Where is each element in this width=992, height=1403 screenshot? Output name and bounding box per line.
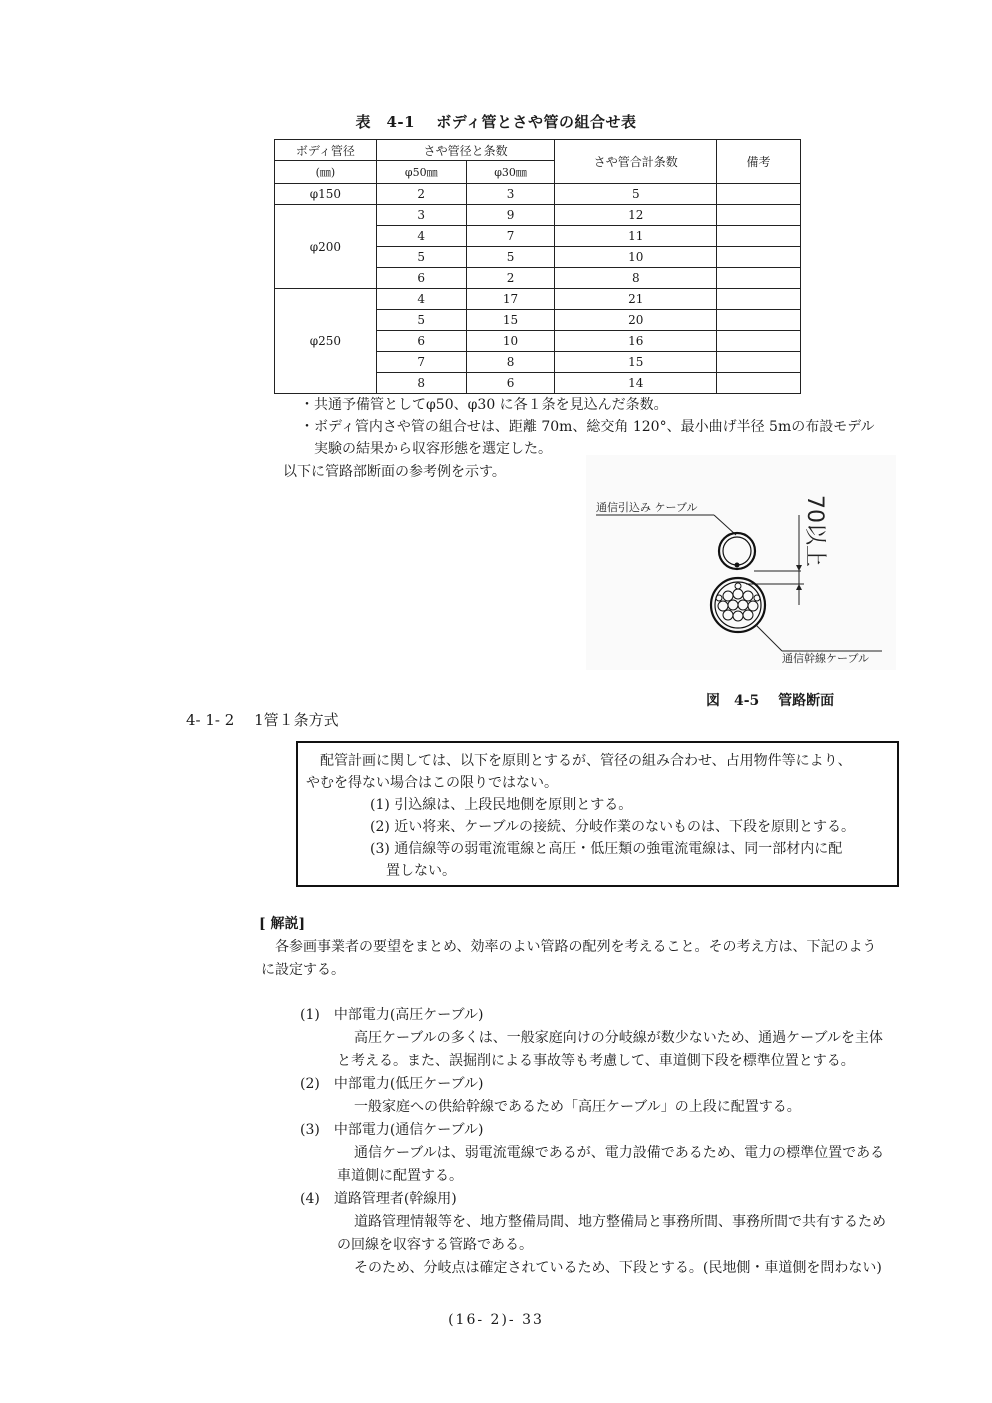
cell-remarks	[717, 331, 801, 352]
item-4-line-1: 道路管理情報等を、地方整備局間、地方整備局と事務所間、事務所間で共有するため	[354, 1214, 886, 1230]
note-combination: ・ボディ管内さや管の組合せは、距離 70m、総交角 120°、最小曲げ半径 5mの布設モデル	[300, 419, 875, 435]
cell-remarks	[717, 247, 801, 268]
cell-phi30: 8	[466, 352, 555, 373]
item-2-title: (2) 中部電力(低圧ケーブル)	[300, 1076, 484, 1092]
cell-total: 5	[555, 184, 717, 205]
header-body-diameter: ボディ管径	[275, 140, 377, 161]
commentary-para-line-2: に設定する。	[261, 962, 345, 978]
group-label: φ250	[275, 289, 377, 394]
cell-phi50: 4	[376, 226, 466, 247]
cell-remarks	[717, 352, 801, 373]
cell-phi30: 3	[466, 184, 555, 205]
group-label: φ200	[275, 205, 377, 289]
item-3-line-1: 通信ケーブルは、弱電流電線であるが、電力設備であるため、電力の標準位置である	[354, 1145, 885, 1161]
cell-phi50: 2	[376, 184, 466, 205]
pipe-section-figure	[586, 455, 896, 670]
item-1-line-1: 高圧ケーブルの多くは、一般家庭向けの分岐線が数少ないため、通過ケーブルを主体	[354, 1030, 883, 1046]
cell-total: 20	[555, 310, 717, 331]
table-row	[275, 184, 801, 205]
label-service-cable: 通信引込み ケーブル	[596, 501, 698, 514]
combination-table	[274, 139, 801, 394]
label-trunk-cable: 通信幹線ケーブル	[782, 652, 870, 665]
header-phi50: φ50㎜	[376, 161, 466, 184]
item-4-line-3: そのため、分岐点は確定されているため、下段とする。(民地側・車道側を問わない)	[354, 1260, 882, 1276]
cell-remarks	[717, 289, 801, 310]
cell-total: 21	[555, 289, 717, 310]
item-3-line-2: 車道側に配置する。	[337, 1168, 463, 1184]
cell-phi30: 7	[466, 226, 555, 247]
header-saya-group: さや管径と条数	[376, 140, 555, 161]
item-3-title: (3) 中部電力(通信ケーブル)	[300, 1122, 484, 1138]
cell-remarks	[717, 310, 801, 331]
note-spare-pipe: ・共通予備管としてφ50、φ30 に各１条を見込んだ条数。	[300, 397, 668, 413]
dimension-label: 70以上	[802, 495, 827, 567]
figure-caption: 図 4-5 管路断面	[706, 693, 835, 709]
item-2-line-1: 一般家庭への供給幹線であるため「高圧ケーブル」の上段に配置する。	[354, 1099, 801, 1115]
cell-total: 10	[555, 247, 717, 268]
cell-total: 15	[555, 352, 717, 373]
cell-phi50: 4	[376, 289, 466, 310]
commentary-heading: [ 解説]	[259, 916, 306, 932]
header-remarks: 備考	[717, 140, 801, 184]
item-1-title: (1) 中部電力(高圧ケーブル)	[300, 1007, 484, 1023]
cell-total: 16	[555, 331, 717, 352]
cell-total: 8	[555, 268, 717, 289]
cell-total: 14	[555, 373, 717, 394]
cell-phi30: 9	[466, 205, 555, 226]
cell-phi50: 6	[376, 331, 466, 352]
group-label: φ150	[275, 184, 377, 205]
cell-phi50: 7	[376, 352, 466, 373]
table-row	[275, 289, 801, 310]
cell-phi50: 5	[376, 310, 466, 331]
cell-phi50: 6	[376, 268, 466, 289]
page-number: (16- 2)- 33	[448, 1312, 544, 1328]
table-row	[275, 205, 801, 226]
item-4-title: (4) 道路管理者(幹線用)	[300, 1191, 457, 1207]
cell-total: 12	[555, 205, 717, 226]
cell-phi50: 5	[376, 247, 466, 268]
cell-remarks	[717, 226, 801, 247]
cell-total: 11	[555, 226, 717, 247]
commentary-para-line-1: 各参画事業者の要望をまとめ、効率のよい管路の配列を考えること。その考え方は、下記のよう	[275, 939, 877, 955]
cell-remarks	[717, 184, 801, 205]
header-body-unit: (㎜)	[275, 161, 377, 184]
cell-phi50: 3	[376, 205, 466, 226]
box-line-6: 置しない。	[386, 863, 456, 879]
item-1-line-2: と考える。また、誤掘削による事故等も考慮して、車道側下段を標準位置とする。	[337, 1053, 855, 1069]
header-total: さや管合計条数	[555, 140, 717, 184]
box-line-3: (1) 引込線は、上段民地側を原則とする。	[370, 797, 633, 813]
table-title: 表 4-1 ボディ管とさや管の組合せ表	[355, 113, 637, 131]
item-4-line-2: の回線を収容する管路である。	[337, 1237, 533, 1253]
cell-remarks	[717, 268, 801, 289]
cell-phi30: 10	[466, 331, 555, 352]
box-line-4: (2) 近い将来、ケーブルの接続、分岐作業のないものは、下段を原則とする。	[370, 819, 856, 835]
cell-phi30: 6	[466, 373, 555, 394]
cell-phi30: 2	[466, 268, 555, 289]
cell-remarks	[717, 373, 801, 394]
cell-phi30: 17	[466, 289, 555, 310]
cell-phi50: 8	[376, 373, 466, 394]
box-line-5: (3) 通信線等の弱電流電線と高圧・低圧類の強電流電線は、同一部材内に配	[370, 841, 843, 857]
principle-box	[296, 741, 899, 887]
box-line-1: 配管計画に関しては、以下を原則とするが、管径の組み合わせ、占用物件等により、	[320, 753, 852, 769]
section-heading: 4- 1- 2 1管１条方式	[186, 711, 339, 729]
intro-text: 以下に管路部断面の参考例を示す。	[283, 464, 506, 480]
header-phi30: φ30㎜	[466, 161, 555, 184]
cell-phi30: 15	[466, 310, 555, 331]
cell-phi30: 5	[466, 247, 555, 268]
box-line-2: やむを得ない場合はこの限りではない。	[306, 775, 558, 791]
note-combination-cont: 実験の結果から収容形態を選定した。	[314, 441, 552, 457]
cell-remarks	[717, 205, 801, 226]
